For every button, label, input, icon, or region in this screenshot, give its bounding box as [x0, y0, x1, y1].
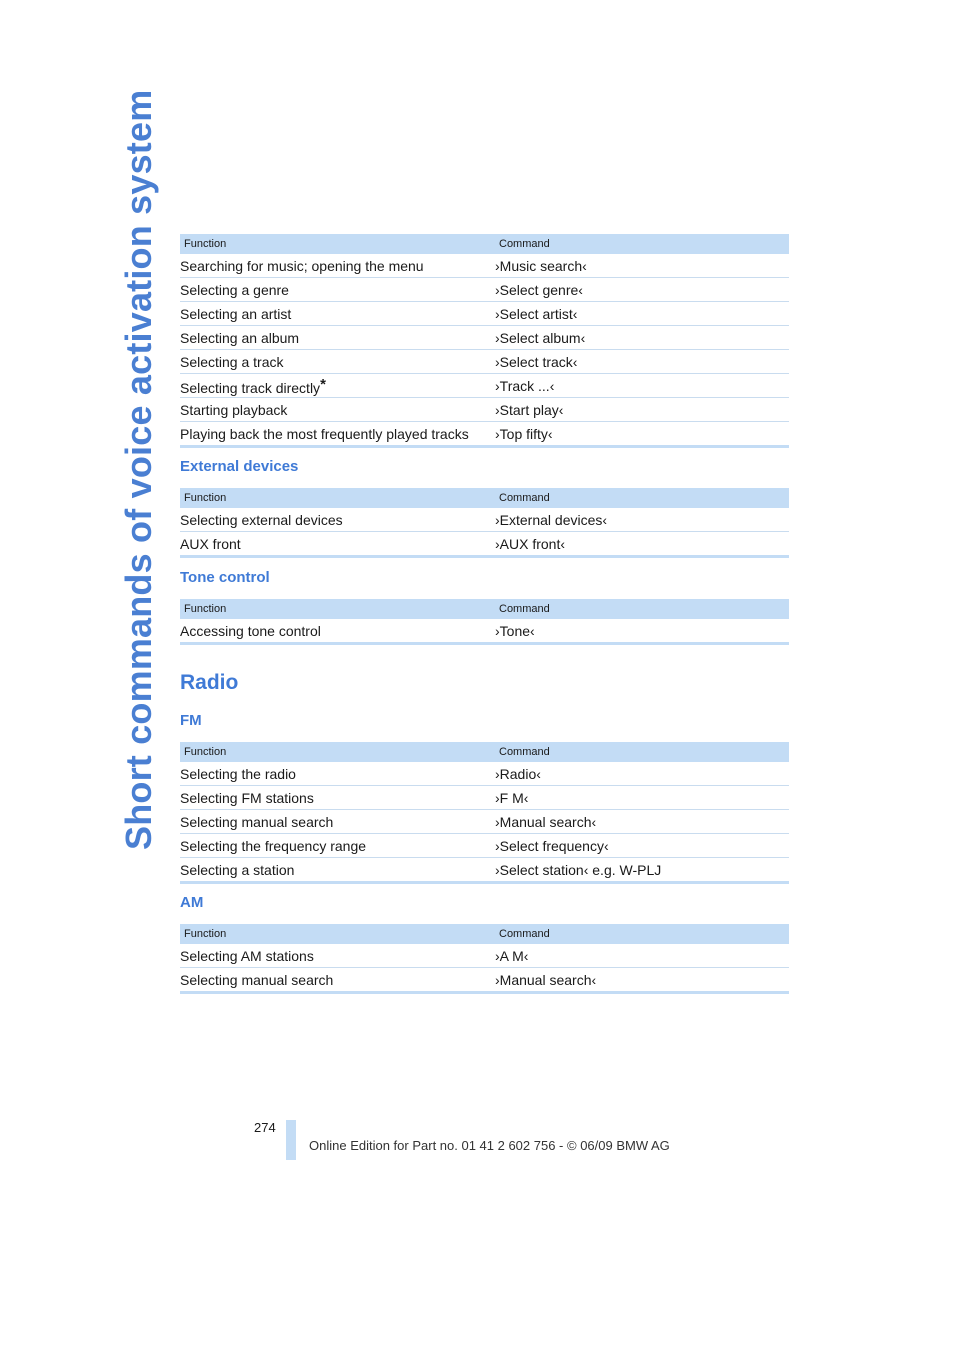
table-row [180, 944, 789, 968]
function-cell: Selecting manual search [180, 968, 495, 993]
function-cell [180, 374, 495, 398]
command-cell: ›Music search‹ [495, 254, 789, 278]
page-number: 274 [254, 1120, 276, 1135]
command-cell: ›Track ...‹ [495, 374, 789, 398]
function-column-header: Function [180, 924, 495, 944]
side-title: Short commands of voice activation system [118, 89, 159, 850]
radio-heading: Radio [180, 671, 239, 694]
optional-equipment-marker: * [320, 375, 326, 393]
table-row [180, 619, 789, 644]
command-column-header: Command [495, 234, 789, 254]
command-column-header: Command [495, 488, 789, 508]
table-row [180, 834, 789, 858]
command-cell: ›Manual search‹ [495, 968, 789, 993]
function-cell: Accessing tone control [180, 619, 495, 644]
table-row [180, 858, 789, 883]
table-header-row [180, 924, 789, 944]
command-cell: ›A M‹ [495, 944, 789, 968]
function-cell: Playing back the most frequently played tracks [180, 422, 495, 447]
command-cell: ›Select frequency‹ [495, 834, 789, 858]
command-cell: ›Select track‹ [495, 350, 789, 374]
command-column-header: Command [495, 742, 789, 762]
command-cell: ›Manual search‹ [495, 810, 789, 834]
table-header-row [180, 599, 789, 619]
command-cell: ›Select station‹ e.g. W-PLJ [495, 858, 789, 883]
function-cell: Searching for music; opening the menu [180, 254, 495, 278]
function-column-header: Function [180, 488, 495, 508]
table-row [180, 254, 789, 278]
table-row [180, 374, 789, 398]
table-row [180, 326, 789, 350]
table-row [180, 398, 789, 422]
function-cell: Selecting the frequency range [180, 834, 495, 858]
am-section [180, 894, 789, 994]
command-column-header: Command [495, 924, 789, 944]
function-cell: Selecting an artist [180, 302, 495, 326]
am-heading: AM [180, 894, 204, 911]
function-text: Selecting track directly [180, 379, 321, 396]
command-cell: ›Radio‹ [495, 762, 789, 786]
command-cell: ›Tone‹ [495, 619, 789, 644]
command-cell: ›Top fifty‹ [495, 422, 789, 447]
table-row [180, 278, 789, 302]
table-row [180, 302, 789, 326]
command-cell: ›F M‹ [495, 786, 789, 810]
command-cell: ›Select artist‹ [495, 302, 789, 326]
command-cell: ›Start play‹ [495, 398, 789, 422]
command-column-header: Command [495, 599, 789, 619]
external-devices-heading: External devices [180, 458, 299, 475]
radio-section [180, 671, 789, 695]
command-cell: ›AUX front‹ [495, 532, 789, 557]
table-header-row [180, 234, 789, 254]
table-row [180, 968, 789, 993]
function-cell: AUX front [180, 532, 495, 557]
command-cell: ›Select album‹ [495, 326, 789, 350]
table-row [180, 786, 789, 810]
function-cell: Selecting a genre [180, 278, 495, 302]
table-header-row [180, 742, 789, 762]
function-cell: Selecting external devices [180, 508, 495, 532]
function-column-header: Function [180, 599, 495, 619]
function-cell: Selecting the radio [180, 762, 495, 786]
table-row [180, 422, 789, 447]
table-header-row [180, 488, 789, 508]
function-cell: Selecting AM stations [180, 944, 495, 968]
table-row [180, 508, 789, 532]
music-section [180, 234, 789, 448]
tone-control-table [180, 599, 789, 645]
function-cell: Selecting manual search [180, 810, 495, 834]
function-cell: Selecting a track [180, 350, 495, 374]
table-row [180, 810, 789, 834]
function-cell: Selecting FM stations [180, 786, 495, 810]
table-row [180, 762, 789, 786]
command-cell: ›External devices‹ [495, 508, 789, 532]
table-row [180, 350, 789, 374]
tone-control-heading: Tone control [180, 569, 270, 586]
table-row [180, 532, 789, 557]
fm-heading: FM [180, 712, 202, 729]
function-cell: Selecting an album [180, 326, 495, 350]
function-column-header: Function [180, 234, 495, 254]
fm-table [180, 742, 789, 884]
function-cell: Starting playback [180, 398, 495, 422]
music-commands-table [180, 234, 789, 448]
footer-edition-text: Online Edition for Part no. 01 41 2 602 756 - © 06/09 BMW AG [309, 1138, 670, 1153]
fm-section [180, 712, 789, 884]
function-cell: Selecting a station [180, 858, 495, 883]
function-column-header: Function [180, 742, 495, 762]
external-devices-table [180, 488, 789, 558]
am-table [180, 924, 789, 994]
tone-control-section [180, 569, 789, 645]
command-cell: ›Select genre‹ [495, 278, 789, 302]
footer-accent-bar [286, 1120, 296, 1160]
external-devices-section [180, 458, 789, 558]
